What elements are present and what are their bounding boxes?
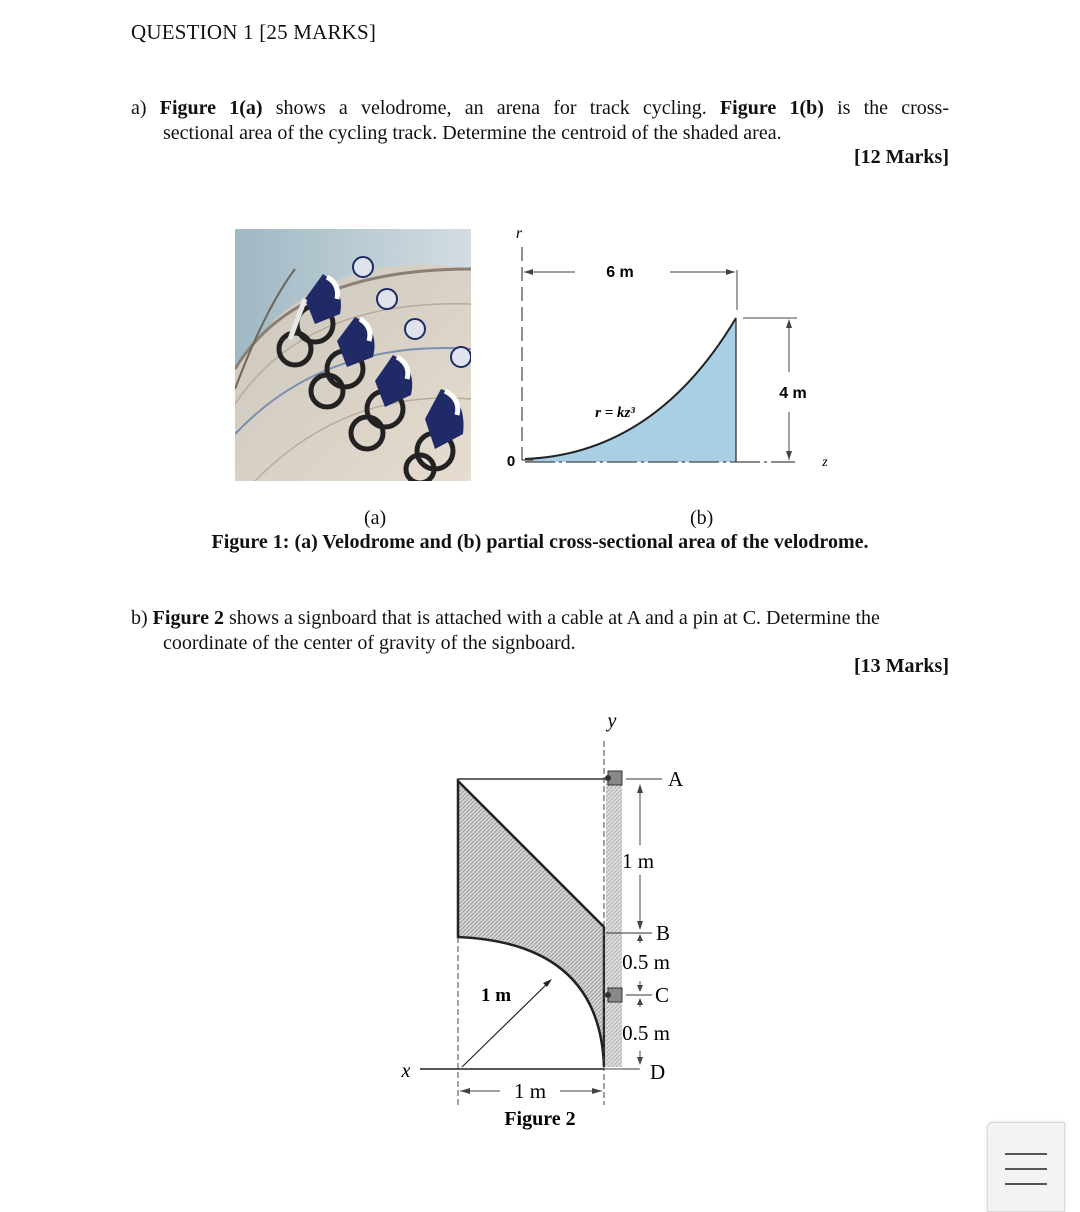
- point-b-label: B: [656, 921, 671, 945]
- z-axis-label: z: [822, 455, 828, 470]
- point-a-label: A: [668, 767, 684, 791]
- x-axis-label: x: [401, 1060, 411, 1082]
- y-axis-label: y: [607, 710, 617, 732]
- figure-1b: [495, 222, 855, 492]
- height-dimension-label: 4 m: [779, 385, 807, 402]
- width-dimension-label: 6 m: [606, 264, 634, 281]
- menu-line-3: [1005, 1183, 1047, 1185]
- shaded-area: [525, 318, 736, 462]
- figure-1b-reference: Figure 1(b): [719, 97, 824, 119]
- figure-2-caption: Figure 2: [504, 1108, 576, 1130]
- radius-label: 1 m: [480, 985, 512, 1006]
- figure-2-reference: Figure 2: [152, 607, 224, 629]
- velodrome-photo-drawing: [235, 229, 471, 481]
- curve-equation-label: r = kz³: [595, 405, 635, 421]
- velodrome-photo: [235, 229, 471, 481]
- part-b-label: b): [131, 607, 148, 629]
- part-a-label: a): [131, 97, 147, 119]
- part-a-text-1: shows a velodrome, an arena for track cycling.: [275, 97, 707, 119]
- figure-1a-reference: Figure 1(a): [159, 97, 263, 119]
- wall: [606, 777, 622, 1067]
- width-label: 1 m: [513, 1079, 547, 1103]
- origin-label: 0: [506, 453, 516, 470]
- figure-1b-caption: (b): [690, 507, 714, 529]
- dimension-ab-label: 1 m: [621, 849, 655, 873]
- r-axis-label: r: [515, 225, 523, 242]
- dimension-bc-label: 0.5 m: [622, 950, 670, 974]
- figure-2: [390, 705, 700, 1135]
- menu-line-1: [1005, 1153, 1047, 1155]
- point-d-label: D: [650, 1060, 666, 1084]
- figure-1b-drawing: [495, 222, 855, 492]
- point-c-label: C: [655, 983, 670, 1007]
- part-b-text-1: shows a signboard that is attached with a cable at A and a pin at C. Determine the: [228, 607, 880, 629]
- figure-1-caption: Figure 1: (a) Velodrome and (b) partial cross-sectional area of the velodrome.: [211, 531, 869, 553]
- hamburger-menu-icon[interactable]: [987, 1122, 1065, 1212]
- menu-line-2: [1005, 1168, 1047, 1170]
- part-a-line-1: [131, 96, 949, 121]
- question-title: QUESTION 1 [25 MARKS]: [131, 20, 377, 44]
- part-a-text-2: is the cross-: [837, 97, 949, 119]
- dimension-cd-label: 0.5 m: [622, 1021, 670, 1045]
- part-a-marks: [12 Marks]: [854, 146, 949, 168]
- figure-2-drawing: [390, 705, 700, 1135]
- part-b-line-2: coordinate of the center of gravity of the signboard.: [163, 632, 576, 654]
- part-b-line-1: [131, 606, 949, 631]
- signboard: [458, 781, 604, 1067]
- part-a-line-2: sectional area of the cycling track. Determine the centroid of the shaded area.: [163, 122, 782, 144]
- figure-1a-caption: (a): [364, 507, 387, 529]
- part-b-marks: [13 Marks]: [854, 655, 949, 677]
